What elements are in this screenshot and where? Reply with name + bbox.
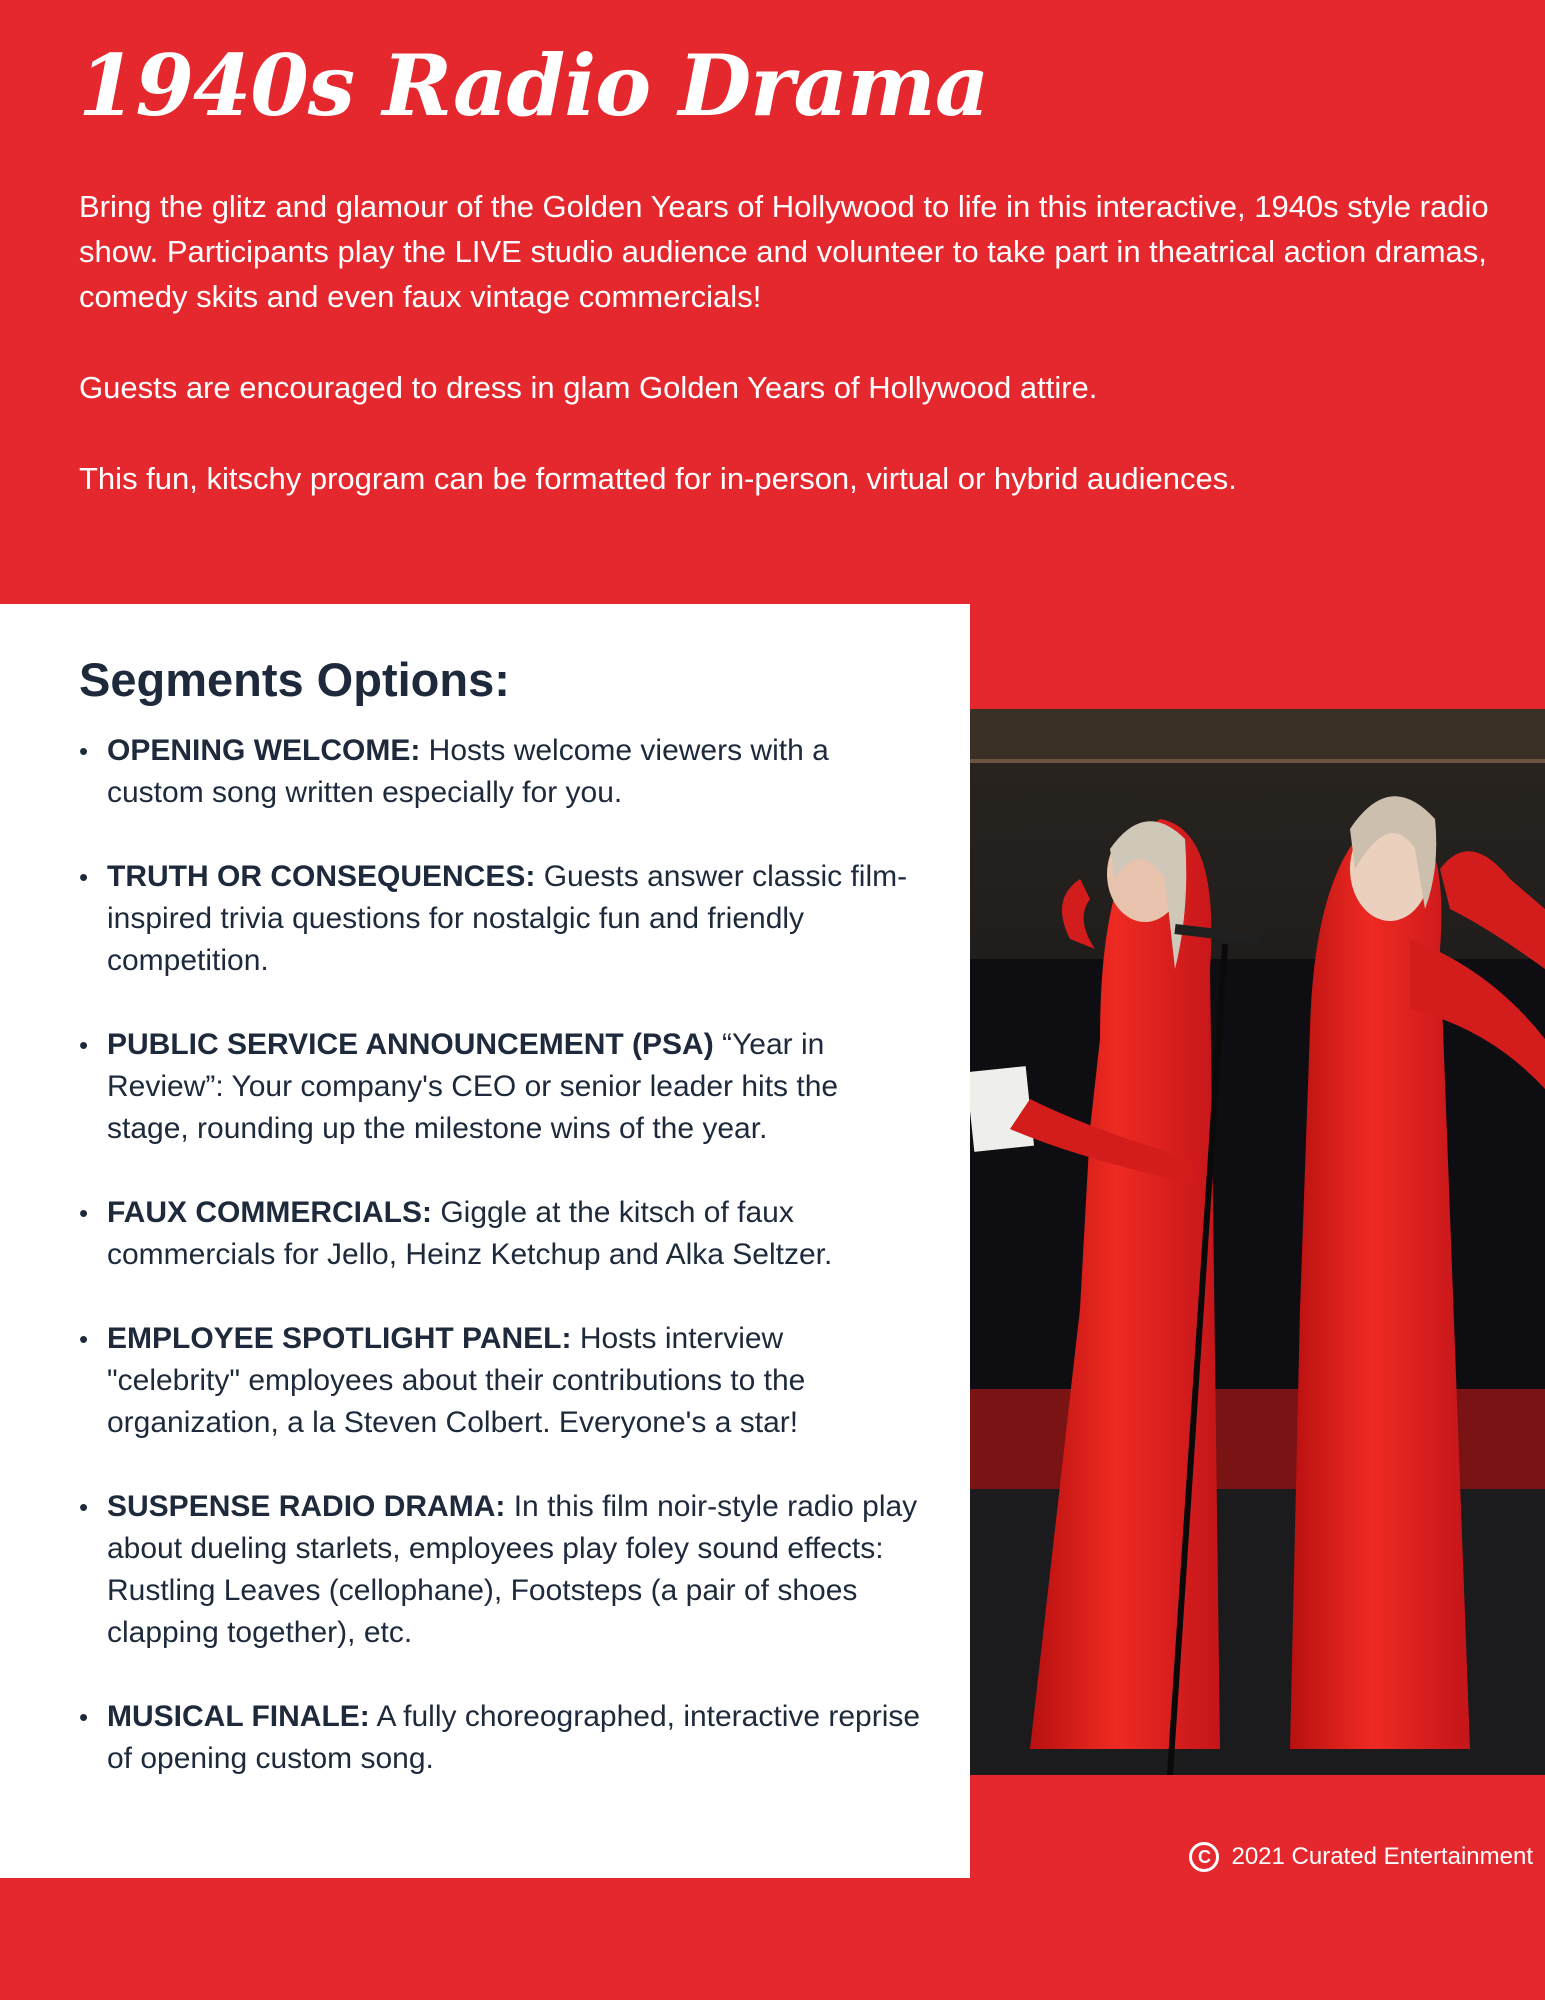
- bullet-icon: •: [79, 1492, 89, 1522]
- bullet-icon: •: [79, 736, 89, 766]
- footer: [1189, 1842, 1533, 1872]
- segment-text: “Year in Review”: Your company's CEO or senior leader hits the stage, rounding up the milestone wins of the year.: [107, 1028, 839, 1145]
- intro-paragraph-1: Bring the glitz and glamour of the Golden Years of Hollywood to life in this interactive, 1940s style radio show. Participants play the LIVE studio audience and volunteer to take part in theatrical action dramas, comedy skits and even faux vintage commercials!: [79, 189, 1489, 314]
- list-item: [79, 856, 924, 982]
- bullet-icon: •: [79, 1324, 89, 1354]
- list-item: [79, 1696, 924, 1780]
- bullet-icon: •: [79, 1030, 89, 1060]
- list-item: [79, 1192, 924, 1276]
- intro-paragraph-2: Guests are encouraged to dress in glam Golden Years of Hollywood attire.: [79, 370, 1098, 405]
- bullet-icon: •: [79, 862, 89, 892]
- segment-lead: OPENING WELCOME:: [107, 734, 421, 767]
- segment-lead: FAUX COMMERCIALS:: [107, 1196, 432, 1229]
- segment-text: In this film noir-style radio play about dueling starlets, employees play foley sound effects: Rustling Leaves (cellophane), Footsteps (a pair of shoes clapping together), etc.: [107, 1490, 918, 1649]
- segments-list: [79, 730, 924, 1822]
- segment-lead: PUBLIC SERVICE ANNOUNCEMENT (PSA): [107, 1028, 714, 1061]
- intro-text: [79, 184, 1499, 547]
- intro-paragraph-3: This fun, kitschy program can be formatted for in-person, virtual or hybrid audiences.: [79, 461, 1237, 496]
- performers-illustration: [970, 709, 1545, 1775]
- list-item: [79, 1486, 924, 1654]
- footer-text: 2021 Curated Entertainment: [1231, 1843, 1533, 1870]
- segments-heading: Segments Options:: [79, 653, 510, 706]
- segment-text: Hosts welcome viewers with a custom song written especially for you.: [107, 734, 829, 809]
- segment-lead: EMPLOYEE SPOTLIGHT PANEL:: [107, 1322, 572, 1355]
- segments-panel: [0, 604, 970, 1878]
- bullet-icon: •: [79, 1702, 89, 1732]
- page-title: 1940s Radio Drama: [78, 36, 989, 135]
- list-item: [79, 1024, 924, 1150]
- segment-text: A fully choreographed, interactive reprise of opening custom song.: [107, 1700, 921, 1775]
- segment-lead: SUSPENSE RADIO DRAMA:: [107, 1490, 506, 1523]
- segment-text: Guests answer classic film-inspired trivia questions for nostalgic fun and friendly competition.: [107, 860, 908, 977]
- segment-text: Hosts interview "celebrity" employees about their contributions to the organization, a la Steven Colbert. Everyone's a star!: [107, 1322, 806, 1439]
- performers-photo: [970, 709, 1545, 1775]
- segment-lead: MUSICAL FINALE:: [107, 1700, 370, 1733]
- segment-lead: TRUTH OR CONSEQUENCES:: [107, 860, 536, 893]
- copyright-icon: C: [1189, 1842, 1219, 1872]
- bullet-icon: •: [79, 1198, 89, 1228]
- segment-text: Giggle at the kitsch of faux commercials for Jello, Heinz Ketchup and Alka Seltzer.: [107, 1196, 833, 1271]
- list-item: [79, 730, 924, 814]
- list-item: [79, 1318, 924, 1444]
